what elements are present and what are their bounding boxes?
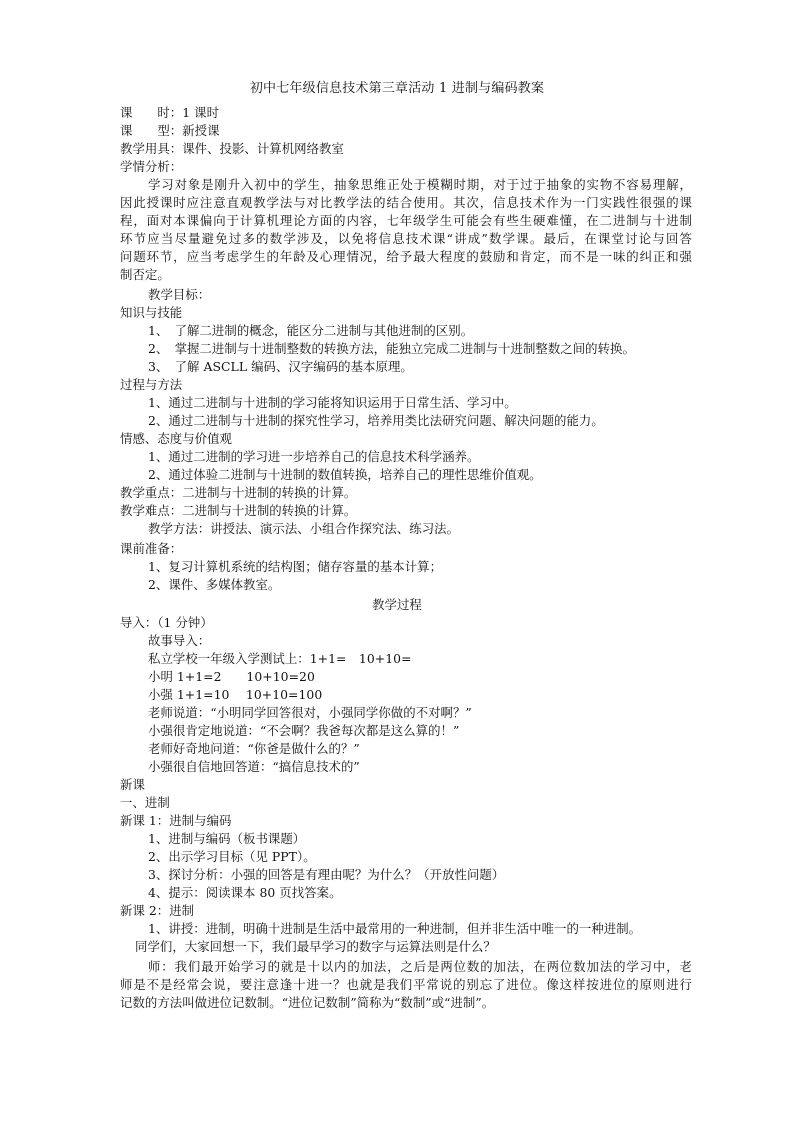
prep-item: 1、复习计算机系统的结构图；储存容量的基本计算；: [148, 559, 443, 574]
goals-heading: 教学目标：: [148, 287, 211, 302]
analysis-heading: 学情分析：: [120, 159, 183, 174]
analysis-line: 环节应当尽量避免过多的数学涉及，以免将信息技术课“讲成”数学课。最后，在课堂讨论与回答: [120, 231, 692, 246]
story-line: 老师好奇地问道：“你爸是做什么的？”: [148, 741, 360, 756]
lesson2-item: 1、讲授：进制，明确十进制是生活中最常用的一种进制，但并非生活中唯一的一种进制。: [148, 921, 642, 936]
difficulty: 教学难点：二进制与十进制的转换的计算。: [120, 503, 357, 518]
story-line: 小强 1+1=10 10+10=100: [148, 687, 323, 702]
story-heading: 故事导入：: [148, 633, 211, 648]
document-title: 初中七年级信息技术第三章活动 1 进制与编码教案: [249, 81, 545, 96]
section-one-heading: 一、进制: [120, 795, 170, 810]
lesson-type: 课 型：新授课: [120, 123, 220, 138]
teaching-methods: 教学方法：讲授法、演示法、小组合作探究法、练习法。: [148, 521, 460, 536]
lesson1-item: 4、提示：阅读课本 80 页找答案。: [148, 885, 342, 900]
process-item: 1、通过二进制与十进制的学习能将知识运用于日常生活、学习中。: [148, 395, 517, 410]
story-line: 小明 1+1=2 10+10=20: [148, 669, 315, 684]
process-title: 教学过程: [372, 597, 422, 612]
lesson-hours: 课 时：1 课时: [120, 105, 220, 120]
analysis-line: 因此授课时应注意直观教学法与对比教学法的结合使用。其次，信息技术作为一门实践性很强的课: [120, 195, 692, 210]
analysis-line: 学习对象是刚升入初中的学生，抽象思维正处于模糊时期，对于过于抽象的实物不容易理解，: [148, 177, 692, 192]
emotion-item: 2、通过体验二进制与十进制的数值转换，培养自己的理性思维价值观。: [148, 467, 542, 482]
story-line: 小强很肯定地说道：“不会啊？我爸每次都是这么算的！”: [148, 723, 460, 738]
lesson1-heading: 新课 1：进制与编码: [120, 813, 232, 828]
new-lesson-heading: 新课: [120, 777, 145, 792]
process-heading: 过程与方法: [120, 377, 183, 392]
key-point: 教学重点：二进制与十进制的转换的计算。: [120, 485, 357, 500]
teaching-tools: 教学用具：课件、投影、计算机网络教室: [120, 141, 344, 156]
teacher-line: 师：我们最开始学习的就是十以内的加法，之后是两位数的加法，在两位数加法的学习中，老: [148, 959, 692, 974]
knowledge-item: 1、 了解二进制的概念，能区分二进制与其他进制的区别。: [148, 323, 474, 338]
story-line: 私立学校一年级入学测试上：1+1= 10+10=: [148, 651, 412, 666]
analysis-line: 问题环节，应当考虑学生的年龄及心理情况，给予最大程度的鼓励和肯定，而不是一味的纠正和强: [120, 249, 692, 264]
lesson1-item: 3、探讨分析：小强的回答是有理由呢？为什么？（开放性问题）: [148, 867, 505, 882]
knowledge-item: 3、 了解 ASCLL 编码、汉字编码的基本原理。: [148, 359, 413, 374]
story-line: 老师说道：“小明同学回答很对，小强同学你做的不对啊？”: [148, 705, 472, 720]
emotion-heading: 情感、态度与价值观: [120, 431, 232, 446]
story-line: 小强很自信地回答道：“搞信息技术的”: [148, 759, 360, 774]
process-item: 2、通过二进制与十进制的探究性学习，培养用类比法研究问题、解决问题的能力。: [148, 413, 604, 428]
knowledge-item: 2、 掌握二进制与十进制整数的转换方法，能独立完成二进制与十进制整数之间的转换。: [148, 341, 635, 356]
intro-heading: 导入：（1 分钟）: [120, 615, 213, 630]
lesson2-heading: 新课 2：进制: [120, 903, 195, 918]
analysis-line: 制否定。: [120, 267, 170, 282]
teacher-line: 记数的方法叫做进位记数制。“进位记数制”简称为“数制”或“进制”。: [120, 995, 495, 1010]
lesson1-item: 1、进制与编码（板书课题）: [148, 831, 306, 846]
lesson2-question: 同学们，大家回想一下，我们最早学习的数字与运算法则是什么？: [135, 939, 496, 954]
prep-item: 2、课件、多媒体教室。: [148, 577, 281, 592]
knowledge-heading: 知识与技能: [120, 305, 183, 320]
lesson1-item: 2、出示学习目标（见 PPT）。: [148, 849, 316, 864]
teacher-line: 师是不是经常会说，要注意逢十进一？也就是我们平常说的别忘了进位。像这样按进位的原则进行: [120, 977, 692, 992]
prep-heading: 课前准备：: [120, 541, 183, 556]
emotion-item: 1、通过二进制的学习进一步培养自己的信息技术科学涵养。: [148, 449, 480, 464]
analysis-line: 程，面对本课偏向于计算机理论方面的内容，七年级学生可能会有些生硬难懂，在二进制与十进制: [120, 213, 692, 228]
